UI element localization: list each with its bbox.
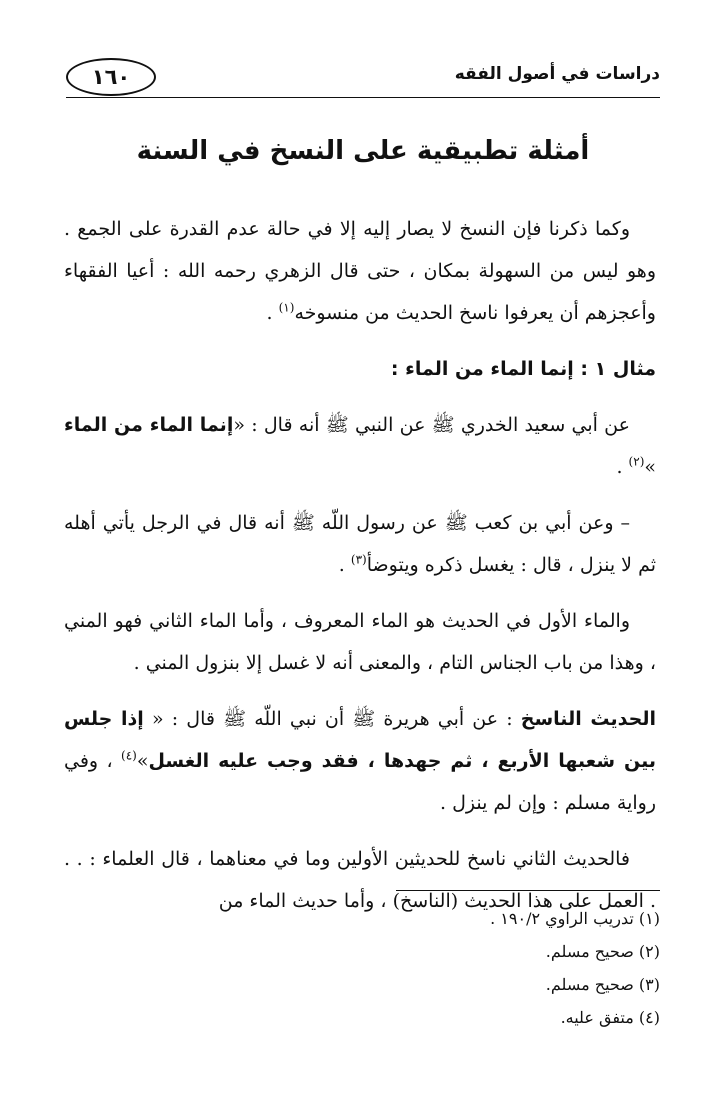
section-title: أمثلة تطبيقية على النسخ في السنة — [136, 136, 590, 166]
footnote-ref-1: (١) — [278, 300, 295, 315]
hadith1-paragraph — [64, 404, 656, 488]
abrogating-label: الحديث الناسخ — [520, 708, 656, 730]
explanation-paragraph: والماء الأول في الحديث هو الماء المعروف ، وأما الماء الثاني فهو المني ، وهذا من باب الجناس التام ، والمعنى أنه لا غسل إلا بنزول المني . — [64, 610, 656, 674]
footnote-3: (٣) صحيح مسلم. — [545, 975, 660, 994]
footnotes — [66, 902, 660, 1034]
conclusion-paragraph: فالحديث الثاني ناسخ للحديثين الأولين وما في معناهما ، قال العلماء : . . . العمل على هذا الحديث (الناسخ) ، وأما حديث الماء من — [64, 848, 656, 912]
page-number: ١٦٠ — [66, 58, 156, 96]
abrogating-close: » — [136, 750, 149, 772]
footnote-ref-2: (٢) — [628, 454, 645, 469]
intro-end: . — [266, 302, 279, 324]
hadith2-paragraph — [64, 502, 656, 586]
page-header — [66, 56, 660, 98]
header-rule — [66, 97, 660, 98]
footnote-4: (٤) متفق عليه. — [560, 1008, 660, 1027]
hadith1-close: » — [644, 456, 656, 478]
footnote-rule — [396, 890, 660, 891]
abrogating-lead: : عن أبي هريرة ﷺ أن نبي اللّه ﷺ قال : « — [143, 708, 521, 730]
footnote-1: (١) تدريب الراوي ١٩٠/٢ . — [490, 909, 660, 928]
body-text — [64, 208, 656, 936]
abrogating-quote: إذا جلس بين شعبها الأربع ، ثم جهدها ، فقد وجب عليه الغسل — [64, 708, 656, 772]
hadith2-text: – وعن أبي بن كعب ﷺ عن رسول اللّه ﷺ أنه قال في الرجل يأتي أهله ثم لا ينزل ، قال : يغسل ذكره ويتوضأ — [64, 512, 656, 576]
example-heading: مثال ١ : إنما الماء من الماء : — [390, 358, 656, 380]
footnote-ref-4: (٤) — [121, 748, 137, 763]
hadith1-lead: عن أبي سعيد الخدري ﷺ عن النبي ﷺ أنه قال : « — [233, 414, 630, 436]
intro-paragraph — [64, 208, 656, 334]
abrogating-paragraph — [64, 698, 656, 824]
hadith1-end: . — [616, 456, 629, 478]
hadith2-end: . — [338, 554, 351, 576]
footnote-2: (٢) صحيح مسلم. — [545, 942, 660, 961]
intro-text: وكما ذكرنا فإن النسخ لا يصار إليه إلا في حالة عدم القدرة على الجمع . وهو ليس من السهولة بمكان ، حتى قال الزهري رحمه الله : أعيا الفقهاء وأعجزهم أن يعرفوا ناسخ الحديث من منسوخه — [64, 218, 656, 324]
running-title: دراسات في أصول الفقه — [454, 64, 660, 84]
abrogating-tail: ، وفي رواية مسلم : وإن لم ينزل . — [64, 750, 656, 814]
hadith1-quote: إنما الماء من الماء — [64, 414, 234, 436]
footnote-ref-3: (٣) — [350, 552, 367, 567]
